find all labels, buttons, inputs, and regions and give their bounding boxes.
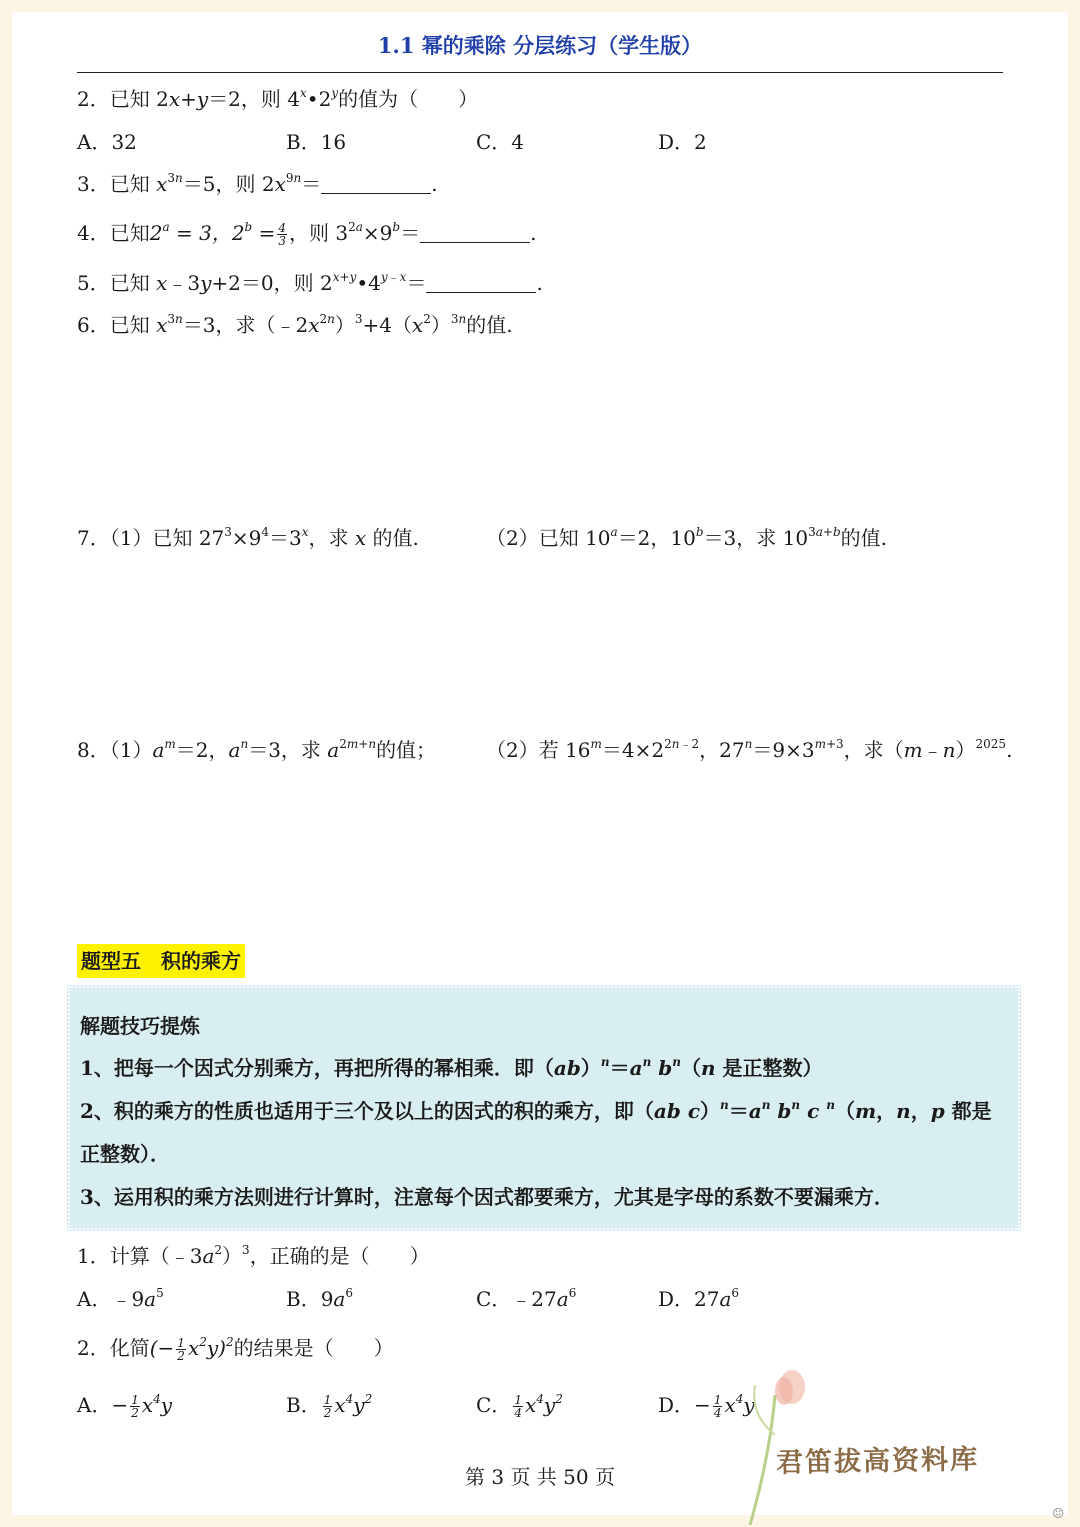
- page-title: 1.1 幂的乘除 分层练习（学生版）: [377, 33, 703, 58]
- question-8-part-2: （2）若 $16^m=4\times 2^{2n﹣2}$，$27^n=9\times 3^{m+3}$，求（m﹣n）$^{2025}$.: [486, 737, 1013, 762]
- answer-blank[interactable]: [426, 274, 536, 293]
- option-a: A．32: [77, 130, 137, 154]
- option-a: A．$﹣9a^5$: [77, 1286, 164, 1311]
- option-c: C．4: [476, 130, 525, 154]
- page-footer: 第 3 页 共 50 页: [465, 1465, 615, 1489]
- answer-blank[interactable]: [321, 175, 431, 194]
- option-b: B．$9a^6$: [286, 1286, 353, 1311]
- answer-blank[interactable]: [420, 224, 530, 243]
- option-b: B． $\frac{1}{2}$ $x^4y^2$: [286, 1392, 373, 1420]
- option-d: D．2: [658, 130, 707, 154]
- option-c: C．$﹣27a^6$: [476, 1286, 577, 1311]
- header-divider: [77, 72, 1003, 73]
- question-4: 4．已知$2^a = 3$，$2^b$ = $\frac{4}{3}$ ，则 $3^{2a}\times 9^b=$ .: [77, 220, 537, 248]
- watermark-text: 君笛拔高资料库: [775, 1444, 980, 1479]
- tip-2: 2、积的乘方的性质也适用于三个及以上的因式的积的乘方，即（ab $c)^n=a^n$ $b^n$ c $^n$（m，n，p 都是: [80, 1098, 992, 1123]
- option-d: D．− $\frac{1}{4}$ $x^4y$: [658, 1392, 755, 1420]
- option-a: A．− $\frac{1}{2}$ $x^4y$: [77, 1392, 173, 1420]
- option-b: B．16: [286, 130, 347, 154]
- section-heading: 题型五 积的乘方: [77, 944, 245, 978]
- question-b1: 1．计算$(﹣3a^2)^3$，正确的是（ ）: [77, 1243, 430, 1268]
- question-number: 2．: [77, 87, 110, 111]
- question-8: 8．$(1)a^m=2$，$a^n=3$，求 $a^{2m+n}$的值；: [77, 737, 437, 762]
- question-3: 3．已知 $x^{3n}=5$，则 $2x^{9n}=$ .: [77, 171, 438, 196]
- question-7-part-2: （2）已知 $10^a=2$，$10^b=3$，求 $10^{3a+b}$的值.: [486, 525, 887, 550]
- question-b2: 2．化简(− $\frac{1}{2}$ $x^2y)^2$的结果是（ ）: [77, 1335, 394, 1363]
- tip-3: 3、运用积的乘方法则进行计算时，注意每个因式都要乘方，尤其是字母的系数不要漏乘方．: [80, 1185, 894, 1209]
- option-c: C． $\frac{1}{4}$ $x^4y^2$: [476, 1392, 563, 1420]
- tip-2-cont: 正整数）．: [80, 1142, 170, 1166]
- tip-1: 1、把每一个因式分别乘方，再把所得的幂相乘．即$(ab)^n=a^n$ $b^n(n$ 是正整数）: [80, 1055, 823, 1080]
- question-7: 7．（1）已知 $27^3\times 9^4=3^x$，求 x 的值.: [77, 525, 419, 550]
- tips-box: [68, 986, 1020, 1230]
- tips-title: 解题技巧提炼: [80, 1014, 200, 1038]
- question-5: 5．已知 x﹣3y+2＝0，则 $2^{x+y}•4^{y﹣x}=$ .: [77, 270, 543, 295]
- question-6: 6．已知 $x^{3n}=3$，求$(﹣2x^{2n})^3+4(x^2)^{3n}$的值.: [77, 312, 513, 337]
- question-2: 2．已知 2x+y＝2，则 4$^x$•2$^y$的值为（ ）: [77, 86, 479, 111]
- option-d: D．$27a^6$: [658, 1286, 740, 1311]
- smile-icon: ☺: [1052, 1506, 1065, 1522]
